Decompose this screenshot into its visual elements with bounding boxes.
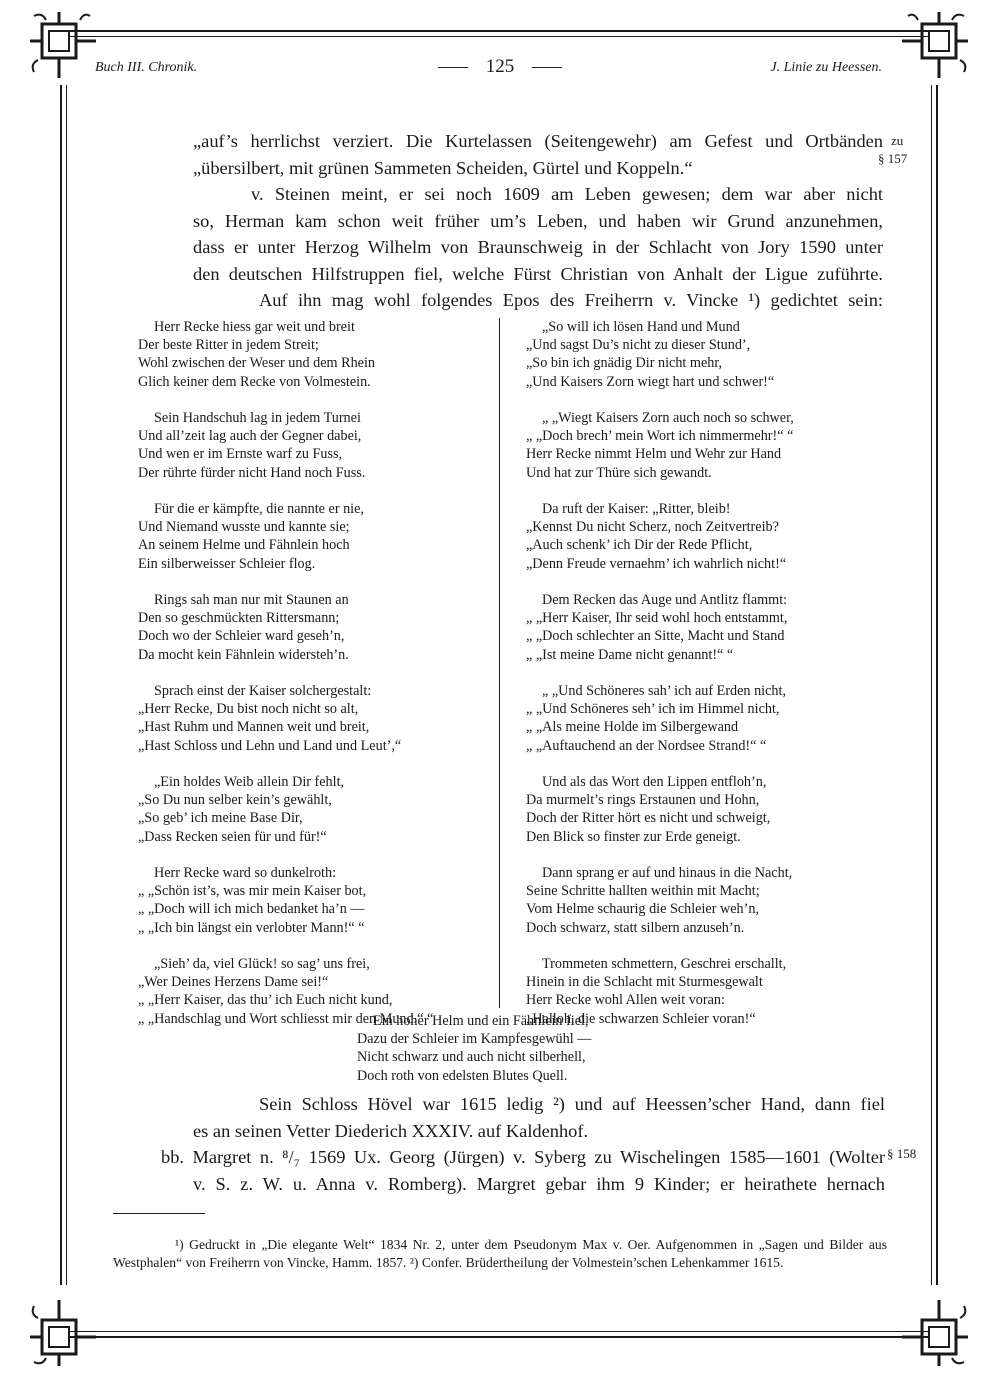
poem-stanza [526,682,794,755]
poem-line: „Wer Deines Herzens Dame sei!“ [138,974,329,991]
poem-line: „ „Ich bin längst ein verlobter Mann!“ “ [138,919,365,936]
poem-line: „So bin ich gnädig Dir nicht mehr, [526,355,723,372]
frame-top-outer [70,30,930,32]
poem-line: Der rührte fürder nicht Hand noch Fuss. [138,464,366,481]
poem-line: Doch wo der Schleier ward geseh’n, [138,628,345,645]
poem-line: „ „Schön ist’s, was mir mein Kaiser bot, [138,883,367,900]
poem-line: Herr Recke nimmt Helm und Wehr zur Hand [526,446,782,463]
poem-right-column [526,318,794,1046]
frame-right-inner [931,85,932,1285]
poem-line: Für die er kämpfte, die nannte er nie, [154,501,364,517]
footnote-text: ¹) Gedruckt in „Die elegante Welt“ 1834 Nr. 2, unter dem Pseudonym Max v. Oer. Aufgenommen in „Sagen und Bilder aus Westphalen“ von Freiherrn von Vincke, Hamm. 1857. ²) Confer. Brüdertheilung der Volmestein’schen Lehenkammer 1615. [113,1237,887,1270]
poem-line: Trommeten schmettern, Geschrei erschallt, [542,956,787,972]
poem-column-divider [499,318,500,1008]
poem-line: Doch roth von edelsten Blutes Quell. [357,1067,568,1084]
prose-line: den deutschen Hilfstruppen fiel, welche Fürst Christian von Anhalt der Ligue zuführte. [193,263,883,284]
poem-line: Dazu der Schleier im Kampfesgewühl — [357,1031,592,1048]
poem-line: Dem Recken das Auge und Antlitz flammt: [542,592,788,608]
poem-stanza [138,591,433,664]
poem-stanza [526,864,794,937]
prose-line: Auf ihn mag wohl folgendes Epos des Freiherrn v. Vincke ¹) gedichtet sein: [259,290,883,310]
prose-line: Sein Schloss Hövel war 1615 ledig ²) und auf Heessen’scher Hand, dann fiel [259,1094,885,1114]
poem-line: „Auch schenk’ ich Dir der Rede Pflicht, [526,537,753,554]
poem-line: „ „Und Schöneres seh’ ich im Himmel nicht, [526,701,780,718]
poem-line: „Halloh, die schwarzen Schleier voran!“ [526,1010,756,1027]
prose-line: v. S. z. W. u. Anna v. Romberg). Margret gebar ihm 9 Kinder; er heirathete hernach [193,1173,885,1194]
poem-line: Und als das Wort den Lippen entfloh’n, [542,774,767,790]
prose-line: dass er unter Herzog Wilhelm von Braunschweig in der Schlacht von Jory 1590 unter [193,237,883,257]
poem-left-column [138,318,433,1046]
poem-line: Sein Handschuh lag in jedem Turnei [154,410,361,426]
prose-line: „auf’s herrlichst verziert. Die Kurtelassen (Seitengewehr) am Gefest und Ortbänden [193,131,883,151]
frame-left-inner [66,85,67,1285]
poem-line: Vom Helme schaurig die Schleier weh’n, [526,901,759,918]
poem-line: „ „Handschlag und Wort schliesst mir den Mund.“ “ [138,1010,434,1027]
frame-bottom-inner [70,1331,930,1332]
frame-top-inner [70,36,930,37]
frame-left-outer [60,85,62,1285]
poem-line: Herr Recke ward so dunkelroth: [154,865,337,881]
running-head-right: J. Linie zu Heessen. [770,60,882,75]
poem-line: „Denn Freude vernaehm’ ich wahrlich nicht!“ [526,555,787,572]
poem-line: Und all’zeit lag auch der Gegner dabei, [138,428,362,445]
prose-line: v. Steinen meint, er sei noch 1609 am Leben gewesen; dem war aber nicht [251,184,883,204]
poem-line: „Ein holdes Weib allein Dir fehlt, [154,774,345,790]
poem-line: „ „Ist meine Dame nicht genannt!“ “ [526,646,734,663]
poem-line: Nicht schwarz und auch nicht silberhell, [357,1049,586,1066]
poem-line: Da ruft der Kaiser: „Ritter, bleib! [542,501,731,517]
corner-ornament-bottom-left-icon [28,1298,98,1368]
poem-line: „ „Auftauchend an der Nordsee Strand!“ “ [526,737,767,754]
poem-stanza [526,773,794,846]
poem-stanza [526,500,794,573]
poem-line: Und Niemand wusste und kannte sie; [138,519,350,536]
poem-stanza [526,318,794,391]
footnote-rule [113,1213,205,1214]
poem-line: „Hast Schloss und Lehn und Land und Leut’,“ [138,737,402,754]
poem-stanza [138,500,433,573]
prose-line: es an seinen Vetter Diederich XXXIV. auf Kaldenhof. [193,1120,589,1141]
poem-line: „ „Herr Kaiser, Ihr seid wohl hoch entstammt, [526,610,788,627]
poem-line: „So will ich lösen Hand und Mund [542,319,740,335]
poem-line: „ „Wiegt Kaisers Zorn auch noch so schwer, [542,410,794,426]
margin-note-section-158: § 158 [887,1146,917,1161]
poem-stanza [138,773,433,846]
poem-line: Glich keiner dem Recke von Volmestein. [138,373,371,390]
poem-line: Und wen er im Ernste warf zu Fuss, [138,446,343,463]
footnotes [113,1236,887,1271]
poem-line: Den so geschmückten Rittersmann; [138,610,340,627]
corner-ornament-bottom-right-icon [900,1298,970,1368]
poem-line: Herr Recke wohl Allen weit voran: [526,992,725,1009]
poem-stanza [138,409,433,482]
poem-line: Da mocht kein Fähnlein widersteh’n. [138,646,349,663]
poem-line: „So geb’ ich meine Base Dir, [138,810,303,827]
poem-line: „Herr Recke, Du bist noch nicht so alt, [138,701,359,718]
poem-line: „Sieh’ da, viel Glück! so sag’ uns frei, [154,956,370,972]
poem-line: Und hat zur Thüre sich gewandt. [526,464,712,481]
poem-line: Herr Recke hiess gar weit und breit [154,319,355,335]
poem-line: Doch schwarz, statt silbern anzuseh’n. [526,919,745,936]
poem-line: Ein hoher Helm und ein Fähnlein fiel, [373,1013,589,1029]
prose-top [193,128,883,314]
poem-line: Dann sprang er auf und hinaus in die Nacht, [542,865,793,881]
running-head-left: Buch III. Chronik. [95,60,198,75]
poem-line: „ „Herr Kaiser, das thu’ ich Euch nicht kund, [138,992,393,1009]
poem-line: Seine Schritte hallten weithin mit Macht; [526,883,760,900]
poem-line: Sprach einst der Kaiser solchergestalt: [154,683,372,699]
poem-line: Hinein in die Schlacht mit Sturmesgewalt [526,974,763,991]
poem-line: Da murmelt’s rings Erstaunen und Hohn, [526,792,760,809]
poem-line: „Und Kaisers Zorn wiegt hart und schwer!“ [526,373,775,390]
poem-stanza [138,682,433,755]
poem-final-stanza [357,1012,591,1085]
poem-line: „ „Als meine Holde im Silbergewand [526,719,739,736]
page-number-value: 125 [485,56,515,77]
prose-line: „übersilbert, mit grünen Sammeten Scheiden, Gürtel und Koppeln.“ [193,157,693,178]
prose-line: so, Herman kam schon weit früher um’s Leben, und haben wir Grund anzunehmen, [193,210,883,231]
poem-line: „ „Doch brech’ mein Wort ich nimmermehr!“ “ [526,428,794,445]
margin-note-section-157: § 157 [878,151,908,166]
poem-line: Doch der Ritter hört es nicht und schweigt, [526,810,771,827]
poem-line: Ein silberweisser Schleier flog. [138,555,316,572]
poem-stanza [526,591,794,664]
poem-line: Der beste Ritter in jedem Streit; [138,337,319,354]
frame-bottom-outer [70,1336,930,1338]
prose-bottom [161,1091,885,1197]
poem-line: „ „Doch will ich mich bedanket ha’n — [138,901,365,918]
frame-right-outer [936,85,938,1285]
poem-stanza [526,409,794,482]
poem-line: Rings sah man nur mit Staunen an [154,592,349,608]
poem-line: Wohl zwischen der Weser und dem Rhein [138,355,376,372]
poem-line: Den Blick so finster zur Erde geneigt. [526,828,741,845]
poem-line: „Kennst Du nicht Scherz, noch Zeitvertreib? [526,519,779,536]
poem-line: „ „Doch schlechter an Sitte, Macht und Stand [526,628,785,645]
poem-line: „Dass Recken seien für und für!“ [138,828,327,845]
prose-line: bb. Margret n. ⁸/₇ 1569 Ux. Georg (Jürgen) v. Syberg zu Wischelingen 1585—1601 (Wolter [161,1147,885,1167]
poem-line: An seinem Helme und Fähnlein hoch [138,537,350,554]
poem-line: „So Du nun selber kein’s gewählt, [138,792,332,809]
margin-note-zu: zu [891,133,904,148]
poem-stanza [138,318,433,391]
poem-line: „ „Und Schöneres sah’ ich auf Erden nicht, [542,683,786,699]
poem-stanza [138,864,433,937]
poem-line: „Und sagst Du’s nicht zu dieser Stund’, [526,337,751,354]
poem-line: „Hast Ruhm und Mannen weit und breit, [138,719,370,736]
